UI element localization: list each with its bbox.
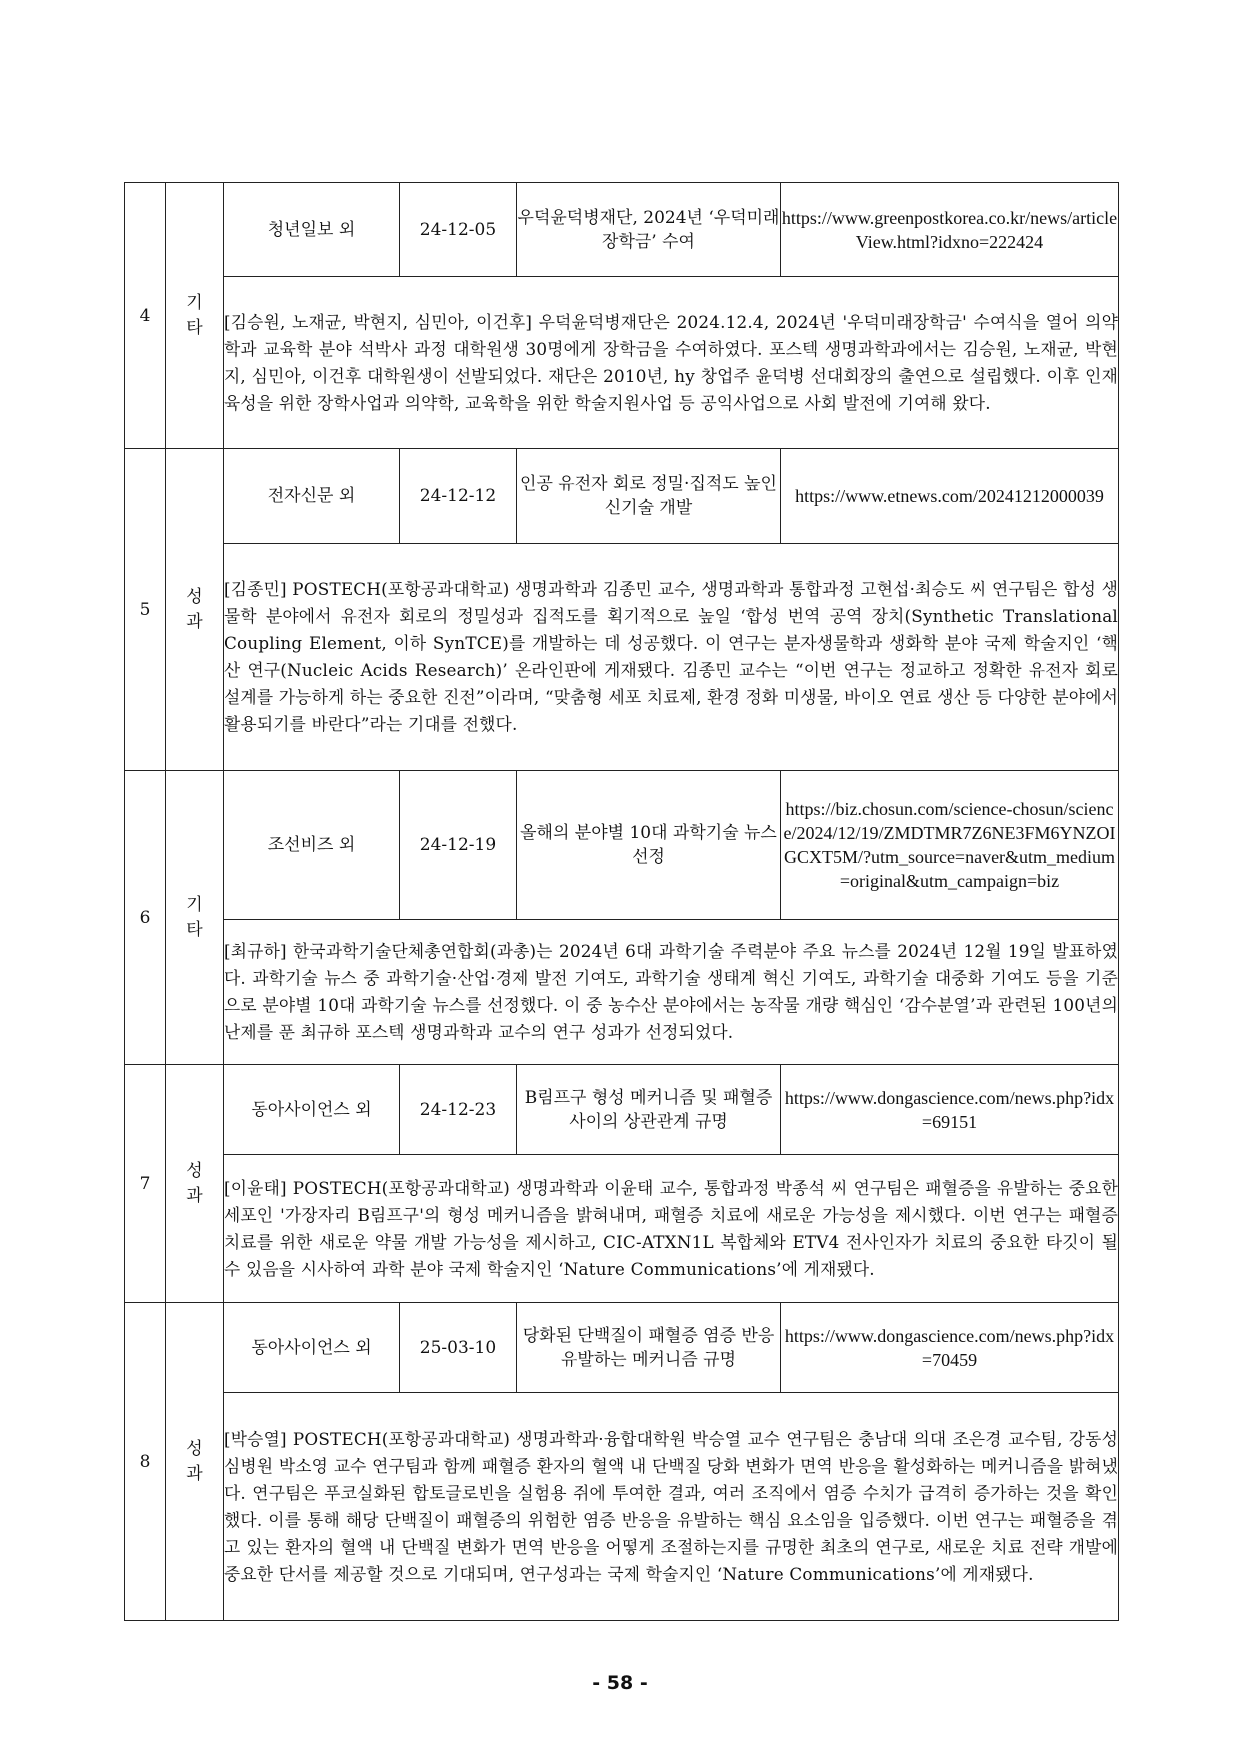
category-char: 타	[186, 919, 203, 940]
category-char: 성	[186, 1160, 203, 1181]
news-row-meta	[125, 1065, 1119, 1155]
article-link[interactable]: https://www.dongascience.com/news.php?idx=69151	[781, 1065, 1119, 1155]
news-title: 올해의 분야별 10대 과학기술 뉴스 선정	[517, 771, 781, 920]
media-outlet: 동아사이언스 외	[224, 1303, 400, 1393]
media-outlet: 동아사이언스 외	[224, 1065, 400, 1155]
category-char: 성	[186, 1438, 203, 1459]
row-category	[166, 771, 224, 1065]
category-char: 타	[186, 317, 203, 338]
news-row-meta	[125, 449, 1119, 544]
media-outlet: 청년일보 외	[224, 183, 400, 277]
category-char: 성	[186, 586, 203, 607]
article-link[interactable]: https://www.dongascience.com/news.php?idx=70459	[781, 1303, 1119, 1393]
news-summary: [박승열] POSTECH(포항공과대학교) 생명과학과·융합대학원 박승열 교수 연구팀은 충남대 의대 조은경 교수팀, 강동성심병원 박소영 교수 연구팀과 함께 패혈증 환자의 혈액 내 단백질 당화 변화가 면역 반응을 활성화하는 메커니즘을 밝혀냈다. 연구팀은 푸코실화된 합토글로빈을 실험용 쥐에 투여한 결과, 여러 조직에서 염증 수치가 급격히 증가하는 것을 확인했다. 이를 통해 해당 단백질이 패혈증의 위험한 염증 반응을 유발하는 핵심 요소임을 입증했다. 이번 연구는 패혈증을 겪고 있는 환자의 혈액 내 단백질 변화가 면역 반응을 어떻게 조절하는지를 규명한 최초의 연구로, 새로운 치료 전략 개발에 중요한 단서를 제공할 것으로 기대되며, 연구성과는 국제 학술지인 ‘Nature Communications’에 게재됐다.	[224, 1393, 1119, 1621]
publish-date: 24-12-19	[400, 771, 517, 920]
news-row-summary	[125, 1393, 1119, 1621]
category-char: 과	[186, 611, 203, 632]
media-outlet: 조선비즈 외	[224, 771, 400, 920]
row-category	[166, 449, 224, 771]
row-category	[166, 1303, 224, 1621]
news-row-meta	[125, 1303, 1119, 1393]
media-outlet: 전자신문 외	[224, 449, 400, 544]
category-char: 기	[186, 292, 203, 313]
row-category	[166, 183, 224, 449]
news-title: B림프구 형성 메커니즘 및 패혈증 사이의 상관관계 규명	[517, 1065, 781, 1155]
article-link[interactable]: https://www.etnews.com/20241212000039	[781, 449, 1119, 544]
news-row-meta	[125, 771, 1119, 920]
publish-date: 24-12-23	[400, 1065, 517, 1155]
news-title: 인공 유전자 회로 정밀·집적도 높인 신기술 개발	[517, 449, 781, 544]
row-number: 7	[125, 1065, 166, 1303]
row-number: 4	[125, 183, 166, 449]
news-row-summary	[125, 1155, 1119, 1303]
news-row-summary	[125, 544, 1119, 771]
news-row-summary	[125, 277, 1119, 449]
publish-date: 25-03-10	[400, 1303, 517, 1393]
news-summary: [이윤태] POSTECH(포항공과대학교) 생명과학과 이윤태 교수, 통합과정 박종석 씨 연구팀은 패혈증을 유발하는 중요한 세포인 '가장자리 B림프구'의 형성 메커니즘을 밝혀내며, 패혈증 치료에 새로운 가능성을 제시했다. 이번 연구는 패혈증 치료를 위한 새로운 약물 개발 가능성을 제시하고, CIC-ATXN1L 복합체와 ETV4 전사인자가 치료의 중요한 타깃이 될 수 있음을 시사하여 과학 분야 국제 학술지인 ‘Nature Communications’에 게재됐다.	[224, 1155, 1119, 1303]
news-title: 우덕윤덕병재단, 2024년 ‘우덕미래장학금’ 수여	[517, 183, 781, 277]
news-title: 당화된 단백질이 패혈증 염증 반응 유발하는 메커니즘 규명	[517, 1303, 781, 1393]
page-number: - 58 -	[592, 1672, 648, 1694]
category-char: 과	[186, 1185, 203, 1206]
row-category	[166, 1065, 224, 1303]
press-coverage-table	[124, 182, 1119, 1621]
article-link[interactable]: https://biz.chosun.com/science-chosun/science/2024/12/19/ZMDTMR7Z6NE3FM6YNZOIGCXT5M/?utm_source=naver&utm_medium=original&utm_campaign=biz	[781, 771, 1119, 920]
row-number: 6	[125, 771, 166, 1065]
publish-date: 24-12-12	[400, 449, 517, 544]
category-char: 기	[186, 894, 203, 915]
row-number: 5	[125, 449, 166, 771]
news-summary: [최규하] 한국과학기술단체총연합회(과총)는 2024년 6대 과학기술 주력분야 주요 뉴스를 2024년 12월 19일 발표하였다. 과학기술 뉴스 중 과학기술·산업·경제 발전 기여도, 과학기술 생태계 혁신 기여도, 과학기술 대중화 기여도 등을 기준으로 분야별 10대 과학기술 뉴스를 선정했다. 이 중 농수산 분야에서는 농작물 개량 핵심인 ‘감수분열’과 관련된 100년의 난제를 푼 최규하 포스텍 생명과학과 교수의 연구 성과가 선정되었다.	[224, 920, 1119, 1065]
category-char: 과	[186, 1463, 203, 1484]
news-summary: [김종민] POSTECH(포항공과대학교) 생명과학과 김종민 교수, 생명과학과 통합과정 고현섭·최승도 씨 연구팀은 합성 생물학 분야에서 유전자 회로의 정밀성과 집적도를 획기적으로 높일 ‘합성 번역 공역 장치(Synthetic Translational Coupling Element, 이하 SynTCE)를 개발하는 데 성공했다. 이 연구는 분자생물학과 생화학 분야 국제 학술지인 ‘핵산 연구(Nucleic Acids Research)’ 온라인판에 게재됐다. 김종민 교수는 “이번 연구는 정교하고 정확한 유전자 회로 설계를 가능하게 하는 중요한 진전”이라며, “맞춤형 세포 치료제, 환경 정화 미생물, 바이오 연료 생산 등 다양한 분야에서 활용되기를 바란다”라는 기대를 전했다.	[224, 544, 1119, 771]
publish-date: 24-12-05	[400, 183, 517, 277]
row-number: 8	[125, 1303, 166, 1621]
article-link[interactable]: https://www.greenpostkorea.co.kr/news/articleView.html?idxno=222424	[781, 183, 1119, 277]
news-row-summary	[125, 920, 1119, 1065]
news-summary: [김승원, 노재균, 박현지, 심민아, 이건후] 우덕윤덕병재단은 2024.12.4, 2024년 '우덕미래장학금' 수여식을 열어 의약학과 교육학 분야 석박사 과정 대학원생 30명에게 장학금을 수여하였다. 포스텍 생명과학과에서는 김승원, 노재균, 박현지, 심민아, 이건후 대학원생이 선발되었다. 재단은 2010년, hy 창업주 윤덕병 선대회장의 출연으로 설립했다. 이후 인재육성을 위한 장학사업과 의약학, 교육학을 위한 학술지원사업 등 공익사업으로 사회 발전에 기여해 왔다.	[224, 277, 1119, 449]
news-row-meta	[125, 183, 1119, 277]
